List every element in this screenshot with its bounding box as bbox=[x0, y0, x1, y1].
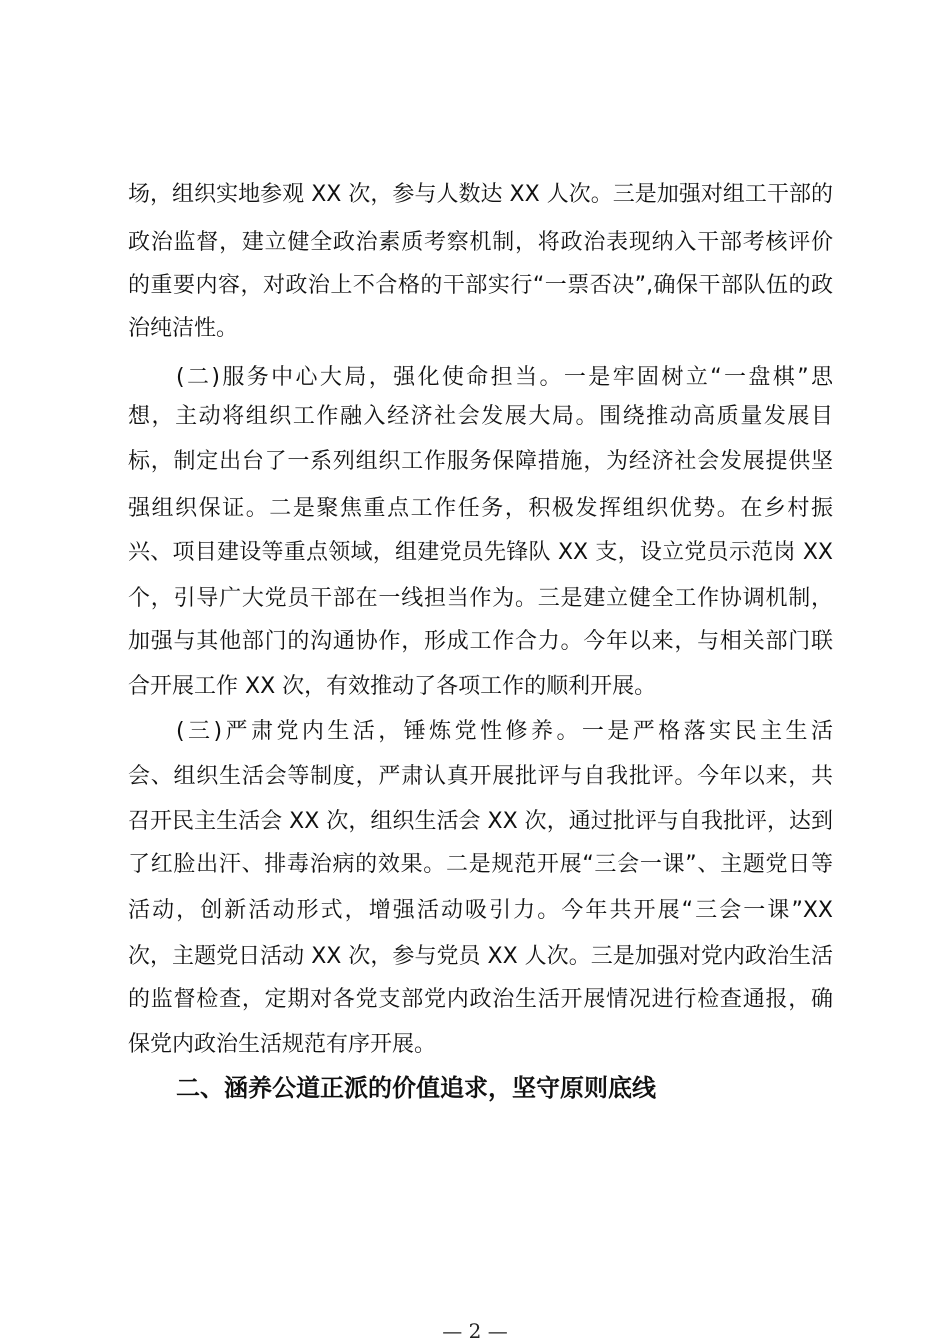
paragraph-3-line-1: (三)严肃党内生活，锤炼党性修养。一是严格落实民主生活 bbox=[176, 719, 833, 744]
paragraph-3-line-4: 了红脸出汗、排毒治病的效果。二是规范开展“三会一课”、主题党日等 bbox=[128, 852, 833, 877]
paragraph-1-line-4: 治纯洁性。 bbox=[128, 316, 239, 341]
paragraph-3-line-8: 保党内政治生活规范有序开展。 bbox=[128, 1032, 437, 1057]
paragraph-1-line-3: 的重要内容，对政治上不合格的干部实行“一票否决”,确保干部队伍的政 bbox=[128, 273, 833, 298]
paragraph-3-line-5: 活动，创新活动形式，增强活动吸引力。今年共开展“三会一课”XX bbox=[128, 898, 833, 923]
paragraph-2-line-1: (二)服务中心大局，强化使命担当。一是牢固树立“一盘棋”思 bbox=[176, 365, 833, 390]
paragraph-2-line-8: 合开展工作 XX 次，有效推动了各项工作的顺利开展。 bbox=[128, 674, 657, 699]
paragraph-2-line-6: 个，引导广大党员干部在一线担当作为。三是建立健全工作协调机制， bbox=[128, 586, 833, 611]
paragraph-3-line-6: 次，主题党日活动 XX 次，参与党员 XX 人次。三是加强对党内政治生活 bbox=[128, 944, 833, 969]
paragraph-2-line-7: 加强与其他部门的沟通协作，形成工作合力。今年以来，与相关部门联 bbox=[128, 629, 833, 654]
section-heading: 二、涵养公道正派的价值追求，坚守原则底线 bbox=[176, 1073, 656, 1102]
paragraph-2-line-5: 兴、项目建设等重点领域，组建党员先锋队 XX 支，设立党员示范岗 XX bbox=[128, 540, 833, 565]
paragraph-2-line-2: 想，主动将组织工作融入经济社会发展大局。围绕推动高质量发展目 bbox=[128, 404, 833, 429]
paragraph-2-line-3: 标，制定出台了一系列组织工作服务保障措施，为经济社会发展提供坚 bbox=[128, 449, 833, 474]
page-number: — 2 — bbox=[442, 1319, 508, 1343]
paragraph-1-line-2: 政治监督，建立健全政治素质考察机制，将政治表现纳入干部考核评价 bbox=[128, 230, 833, 255]
paragraph-2-line-4: 强组织保证。二是聚焦重点工作任务，积极发挥组织优势。在乡村振 bbox=[128, 496, 833, 521]
paragraph-3-line-2: 会、组织生活会等制度，严肃认真开展批评与自我批评。今年以来，共 bbox=[128, 764, 833, 789]
paragraph-1-line-1: 场，组织实地参观 XX 次，参与人数达 XX 人次。三是加强对组工干部的 bbox=[128, 182, 833, 207]
paragraph-3-line-3: 召开民主生活会 XX 次，组织生活会 XX 次，通过批评与自我批评，达到 bbox=[128, 809, 833, 834]
paragraph-3-line-7: 的监督检查，定期对各党支部党内政治生活开展情况进行检查通报，确 bbox=[128, 987, 833, 1012]
